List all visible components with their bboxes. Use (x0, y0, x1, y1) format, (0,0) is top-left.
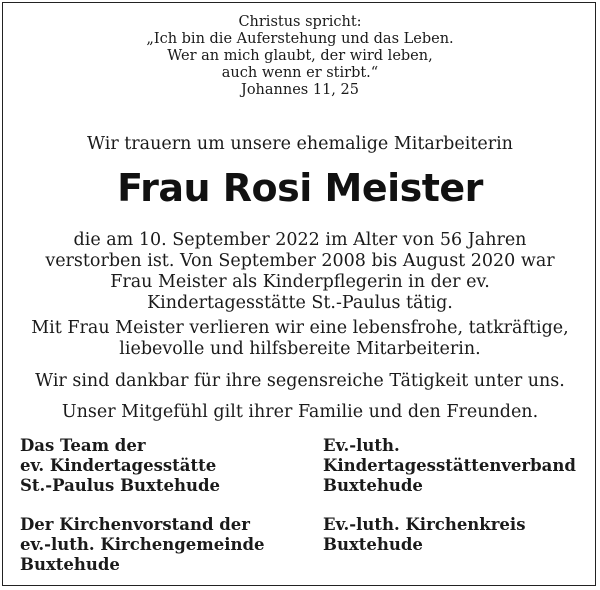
quote-line: auch wenn er stirbt.“ (221, 65, 379, 81)
paragraph-tribute (0, 318, 600, 360)
quote-line: Wer an mich glaubt, der wird leben, (167, 48, 433, 64)
signature-line: Ev.-luth. Kirchenkreis (323, 515, 526, 534)
text-line: Wir sind dankbar für ihre segensreiche Tätigkeit unter uns. (35, 371, 565, 391)
signature-kirchenvorstand (20, 515, 265, 575)
signature-line: Buxtehude (323, 476, 423, 495)
quote-line: Christus spricht: (238, 14, 362, 30)
text-line: liebevolle und hilfsbereite Mitarbeiterin. (119, 339, 481, 359)
paragraph-condolence (0, 402, 600, 423)
signature-line: Ev.-luth. (323, 436, 400, 455)
text-line: verstorben ist. Von September 2008 bis August 2020 war (45, 251, 555, 271)
signature-line: Buxtehude (20, 555, 120, 574)
paragraph-biography (0, 230, 600, 314)
signature-line: Kindertagesstättenverband (323, 456, 576, 475)
text-line: Frau Meister als Kinderpflegerin in der ev. (110, 272, 490, 292)
signature-line: Buxtehude (323, 535, 423, 554)
signature-line: St.-Paulus Buxtehude (20, 476, 221, 495)
signature-kita-verband (323, 436, 576, 496)
bible-quote (0, 14, 600, 99)
text-line: die am 10. September 2022 im Alter von 56 Jahren (73, 230, 527, 250)
signature-kita-team (20, 436, 220, 496)
signature-line: ev.-luth. Kirchengemeinde (20, 535, 265, 554)
text-line: Kindertagesstätte St.-Paulus tätig. (147, 293, 453, 313)
quote-reference: Johannes 11, 25 (241, 82, 359, 98)
deceased-name: Frau Rosi Meister (117, 166, 483, 210)
signature-line: Das Team der (20, 436, 146, 455)
signature-line: ev. Kindertagesstätte (20, 456, 217, 475)
text-line: Unser Mitgefühl gilt ihrer Familie und den Freunden. (61, 402, 539, 422)
signature-kirchenkreis (323, 515, 526, 555)
text-line: Mit Frau Meister verlieren wir eine lebensfrohe, tatkräftige, (31, 318, 569, 338)
intro-line: Wir trauern um unsere ehemalige Mitarbeiterin (87, 134, 513, 154)
signature-line: Der Kirchenvorstand der (20, 515, 250, 534)
quote-line: „Ich bin die Auferstehung und das Leben. (146, 31, 454, 47)
paragraph-gratitude (0, 371, 600, 392)
